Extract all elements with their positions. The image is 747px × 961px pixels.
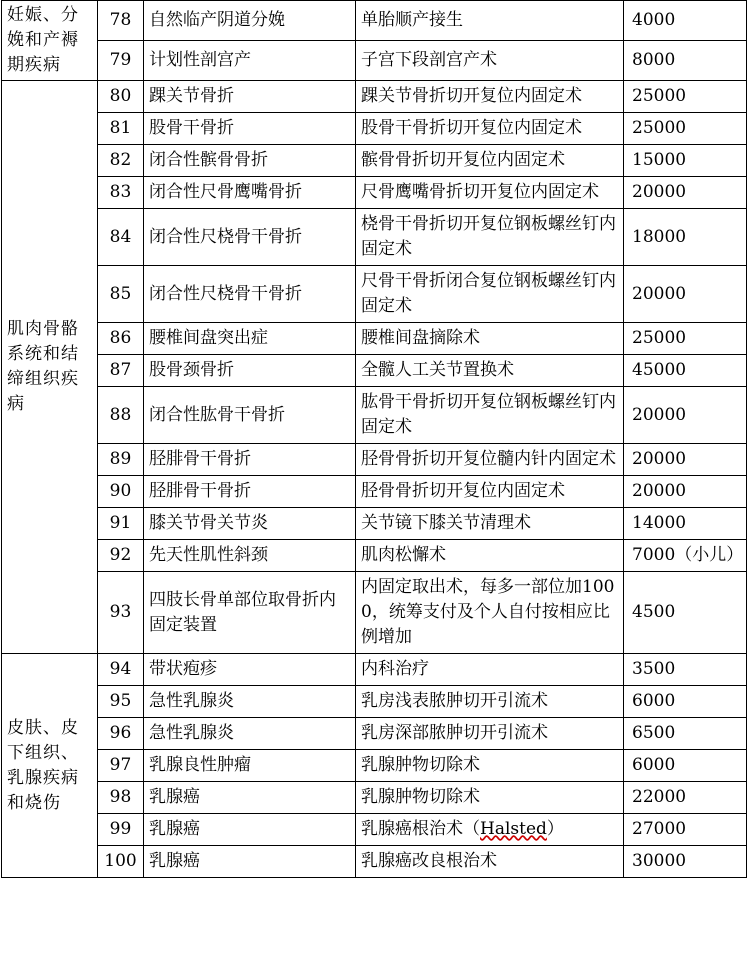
disease-cell: 闭合性尺桡骨干骨折 [144, 266, 356, 323]
procedure-cell: 桡骨干骨折切开复位钢板螺丝钉内固定术 [356, 209, 624, 266]
table-body [2, 1, 747, 878]
row-number-cell: 96 [98, 718, 144, 750]
price-cell: 3500 [624, 654, 747, 686]
disease-cell: 闭合性肱骨干骨折 [144, 387, 356, 444]
price-cell: 6000 [624, 750, 747, 782]
procedure-price-table [1, 0, 747, 878]
price-cell: 45000 [624, 355, 747, 387]
table-row [2, 266, 747, 323]
table-row [2, 387, 747, 444]
procedure-cell: 关节镜下膝关节清理术 [356, 508, 624, 540]
table-row [2, 41, 747, 81]
row-number-cell: 81 [98, 113, 144, 145]
price-cell: 25000 [624, 323, 747, 355]
disease-cell: 急性乳腺炎 [144, 686, 356, 718]
table-row [2, 654, 747, 686]
table-row [2, 113, 747, 145]
row-number-cell: 79 [98, 41, 144, 81]
price-cell: 22000 [624, 782, 747, 814]
disease-cell: 腰椎间盘突出症 [144, 323, 356, 355]
procedure-cell: 尺骨鹰嘴骨折切开复位内固定术 [356, 177, 624, 209]
disease-cell: 闭合性尺桡骨干骨折 [144, 209, 356, 266]
price-cell: 4000 [624, 1, 747, 41]
disease-cell: 踝关节骨折 [144, 81, 356, 113]
price-cell: 20000 [624, 266, 747, 323]
table-row [2, 1, 747, 41]
price-cell: 25000 [624, 113, 747, 145]
procedure-cell: 髌骨骨折切开复位内固定术 [356, 145, 624, 177]
price-cell: 27000 [624, 814, 747, 846]
disease-cell: 乳腺良性肿瘤 [144, 750, 356, 782]
price-cell: 8000 [624, 41, 747, 81]
disease-cell: 自然临产阴道分娩 [144, 1, 356, 41]
price-cell: 15000 [624, 145, 747, 177]
row-number-cell: 98 [98, 782, 144, 814]
row-number-cell: 80 [98, 81, 144, 113]
table-row [2, 846, 747, 878]
disease-cell: 急性乳腺炎 [144, 718, 356, 750]
table-row [2, 540, 747, 572]
disease-cell: 乳腺癌 [144, 846, 356, 878]
disease-cell: 带状疱疹 [144, 654, 356, 686]
price-cell: 30000 [624, 846, 747, 878]
row-number-cell: 83 [98, 177, 144, 209]
row-number-cell: 85 [98, 266, 144, 323]
price-cell: 25000 [624, 81, 747, 113]
table-row [2, 718, 747, 750]
procedure-cell: 全髋人工关节置换术 [356, 355, 624, 387]
procedure-cell: 胫骨骨折切开复位髓内针内固定术 [356, 444, 624, 476]
table-row [2, 323, 747, 355]
table-row [2, 444, 747, 476]
price-cell: 14000 [624, 508, 747, 540]
row-number-cell: 93 [98, 572, 144, 654]
table-row [2, 782, 747, 814]
row-number-cell: 91 [98, 508, 144, 540]
procedure-cell: 内固定取出术，每多一部位加1000，统筹支付及个人自付按相应比例增加 [356, 572, 624, 654]
row-number-cell: 92 [98, 540, 144, 572]
table-row [2, 750, 747, 782]
table-row [2, 508, 747, 540]
row-number-cell: 84 [98, 209, 144, 266]
procedure-cell: 胫骨骨折切开复位内固定术 [356, 476, 624, 508]
procedure-cell: 乳腺癌改良根治术 [356, 846, 624, 878]
disease-cell: 闭合性髌骨骨折 [144, 145, 356, 177]
price-cell: 18000 [624, 209, 747, 266]
price-cell: 6500 [624, 718, 747, 750]
procedure-cell: 肱骨干骨折切开复位钢板螺丝钉内固定术 [356, 387, 624, 444]
table-row [2, 814, 747, 846]
disease-cell: 乳腺癌 [144, 814, 356, 846]
price-cell: 20000 [624, 387, 747, 444]
disease-cell: 胫腓骨干骨折 [144, 476, 356, 508]
disease-cell: 闭合性尺骨鹰嘴骨折 [144, 177, 356, 209]
row-number-cell: 90 [98, 476, 144, 508]
procedure-cell: 股骨干骨折切开复位内固定术 [356, 113, 624, 145]
disease-cell: 四肢长骨单部位取骨折内固定装置 [144, 572, 356, 654]
procedure-cell: 乳房浅表脓肿切开引流术 [356, 686, 624, 718]
disease-cell: 乳腺癌 [144, 782, 356, 814]
price-cell: 20000 [624, 476, 747, 508]
spellcheck-underline: Halsted [480, 819, 547, 839]
row-number-cell: 78 [98, 1, 144, 41]
procedure-cell: 腰椎间盘摘除术 [356, 323, 624, 355]
disease-cell: 股骨干骨折 [144, 113, 356, 145]
table-row [2, 209, 747, 266]
row-number-cell: 89 [98, 444, 144, 476]
disease-cell: 先天性肌性斜颈 [144, 540, 356, 572]
table-row [2, 355, 747, 387]
procedure-cell: 乳腺癌根治术（Halsted） [356, 814, 624, 846]
table-row [2, 177, 747, 209]
procedure-cell: 乳房深部脓肿切开引流术 [356, 718, 624, 750]
category-cell: 妊娠、分娩和产褥期疾病 [2, 1, 98, 81]
table-row [2, 145, 747, 177]
price-cell: 4500 [624, 572, 747, 654]
table-row [2, 572, 747, 654]
row-number-cell: 95 [98, 686, 144, 718]
procedure-cell: 单胎顺产接生 [356, 1, 624, 41]
category-cell: 皮肤、皮下组织、乳腺疾病和烧伤 [2, 654, 98, 878]
row-number-cell: 97 [98, 750, 144, 782]
procedure-cell: 内科治疗 [356, 654, 624, 686]
procedure-cell: 踝关节骨折切开复位内固定术 [356, 81, 624, 113]
table-row [2, 81, 747, 113]
price-cell: 20000 [624, 177, 747, 209]
procedure-cell: 子宫下段剖宫产术 [356, 41, 624, 81]
row-number-cell: 86 [98, 323, 144, 355]
disease-cell: 计划性剖宫产 [144, 41, 356, 81]
category-cell: 肌肉骨骼系统和结缔组织疾病 [2, 81, 98, 654]
price-cell: 7000（小儿） [624, 540, 747, 572]
row-number-cell: 100 [98, 846, 144, 878]
price-cell: 6000 [624, 686, 747, 718]
price-cell: 20000 [624, 444, 747, 476]
row-number-cell: 82 [98, 145, 144, 177]
disease-cell: 股骨颈骨折 [144, 355, 356, 387]
row-number-cell: 94 [98, 654, 144, 686]
table-row [2, 686, 747, 718]
row-number-cell: 99 [98, 814, 144, 846]
table-row [2, 476, 747, 508]
disease-cell: 胫腓骨干骨折 [144, 444, 356, 476]
procedure-cell: 尺骨干骨折闭合复位钢板螺丝钉内固定术 [356, 266, 624, 323]
row-number-cell: 87 [98, 355, 144, 387]
procedure-cell: 肌肉松懈术 [356, 540, 624, 572]
row-number-cell: 88 [98, 387, 144, 444]
disease-cell: 膝关节骨关节炎 [144, 508, 356, 540]
procedure-cell: 乳腺肿物切除术 [356, 750, 624, 782]
procedure-cell: 乳腺肿物切除术 [356, 782, 624, 814]
